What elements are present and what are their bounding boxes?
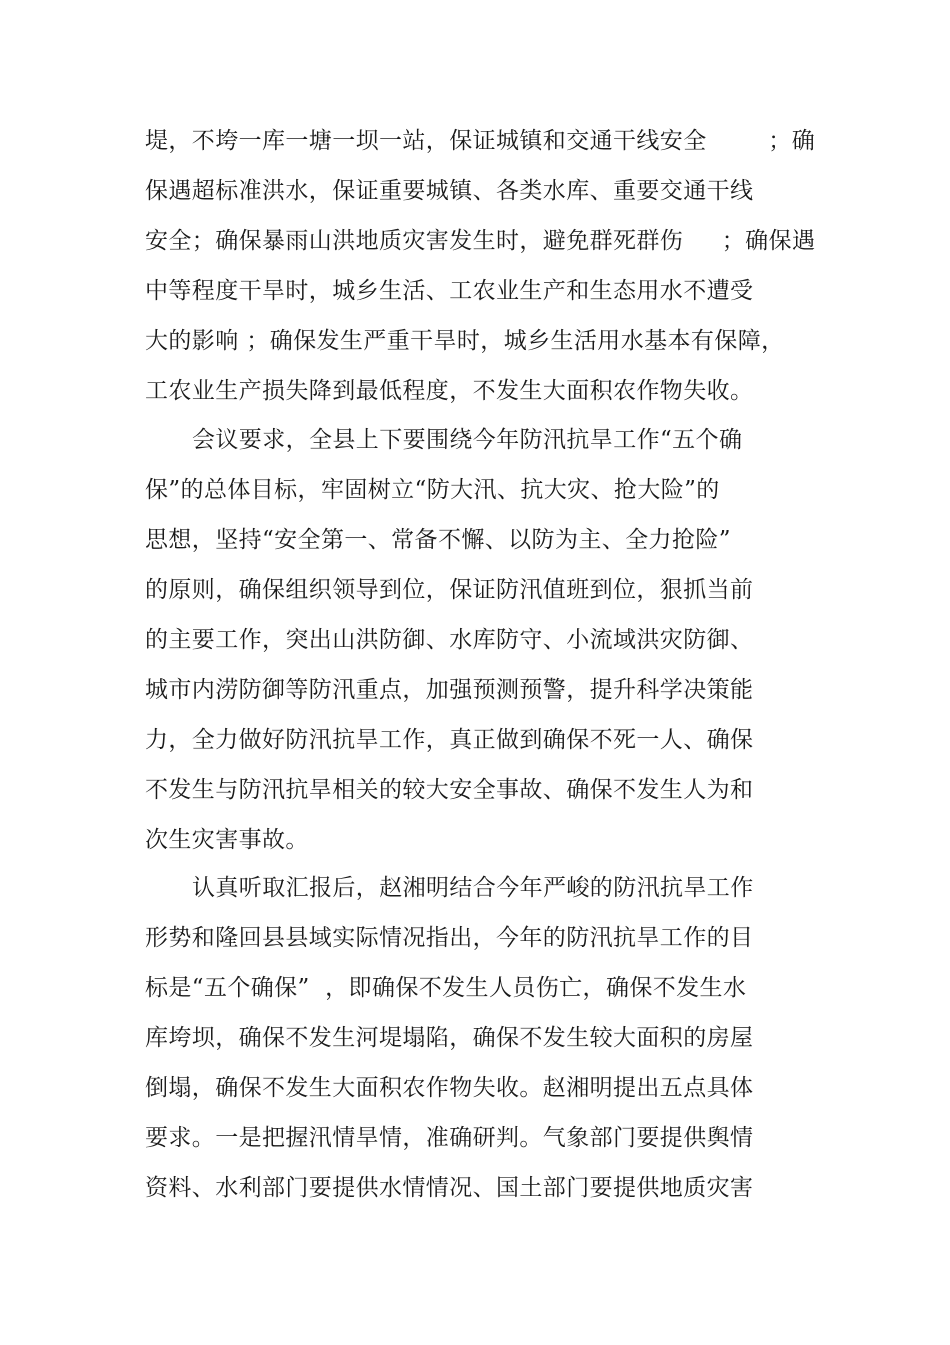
text-line: 安全；确保暴雨山洪地质灾害发生时，避免群死群伤 ；确保遇	[145, 228, 816, 254]
text-line: 库垮坝，确保不发生河堤塌陷，确保不发生较大面积的房屋	[145, 1025, 754, 1051]
text-line: 资料、水利部门要提供水情情况、国土部门要提供地质灾害	[145, 1175, 754, 1201]
text-line: 工农业生产损失降到最低程度，不发生大面积农作物失收。	[145, 378, 754, 404]
text-line: 力，全力做好防汛抗旱工作，真正做到确保不死一人、确保	[145, 727, 754, 753]
text-line: 保”的总体目标，牢固树立“防大汛、抗大灾、抢大险”的	[145, 477, 720, 503]
paragraph-start-line: 认真听取汇报后，赵湘明结合今年严峻的防汛抗旱工作	[192, 875, 754, 901]
text-line: 城市内涝防御等防汛重点，加强预测预警，提升科学决策能	[145, 677, 754, 703]
text-line: 要求。一是把握汛情旱情，准确研判。气象部门要提供舆情	[145, 1125, 754, 1151]
text-line: 不发生与防汛抗旱相关的较大安全事故、确保不发生人为和	[145, 777, 754, 803]
text-line: 堤，不垮一库一塘一坝一站，保证城镇和交通干线安全 ；确	[145, 128, 816, 154]
text-line: 大的影响 ；确保发生严重干旱时，城乡生活用水基本有保障，	[145, 328, 785, 354]
text-line: 的主要工作，突出山洪防御、水库防守、小流域洪灾防御、	[145, 627, 754, 653]
text-line: 标是“五个确保” ，即确保不发生人员伤亡，确保不发生水	[145, 975, 747, 1001]
text-line: 思想，坚持“安全第一、常备不懈、以防为主、全力抢险”	[145, 527, 731, 553]
text-line: 倒塌，确保不发生大面积农作物失收。赵湘明提出五点具体	[145, 1075, 754, 1101]
paragraph-start-line: 会议要求，全县上下要围绕今年防汛抗旱工作“五个确	[192, 427, 743, 453]
text-line: 的原则，确保组织领导到位，保证防汛值班到位，狠抓当前	[145, 577, 754, 603]
text-line: 次生灾害事故。	[145, 827, 309, 853]
text-line: 保遇超标准洪水，保证重要城镇、各类水库、重要交通干线	[145, 178, 754, 204]
text-line: 中等程度干旱时，城乡生活、工农业生产和生态用水不遭受	[145, 278, 754, 304]
text-line: 形势和隆回县县域实际情况指出，今年的防汛抗旱工作的目	[145, 925, 754, 951]
